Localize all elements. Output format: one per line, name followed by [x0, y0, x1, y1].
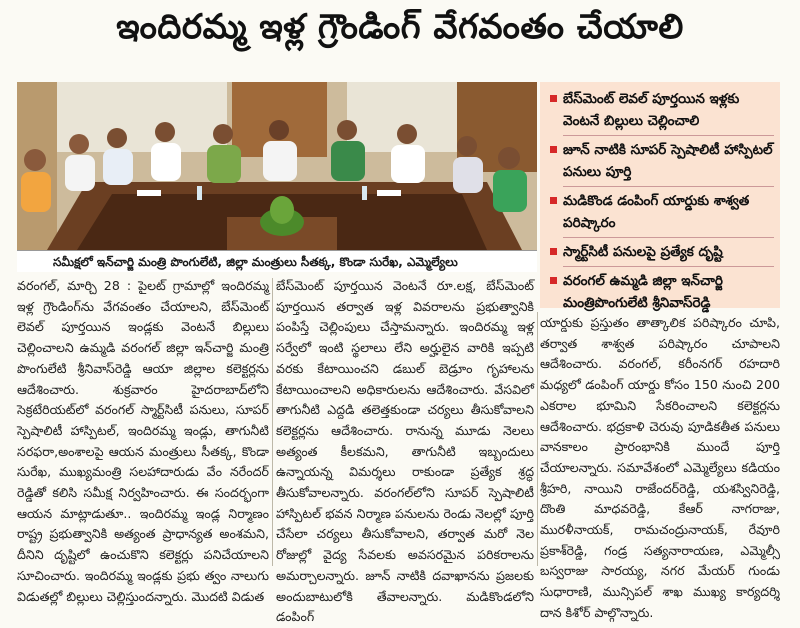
- column-divider: [537, 312, 538, 566]
- article-column-1: వరంగల్, మార్చి 28 : పైలట్ గ్రామాల్లో ఇందిరమ్మ ఇళ్ల గ్రౌండింగ్‌ను వేగవంతం చేయాలని, బేస్‌మెంట్ లెవల్ పూర్తయిన ఇండ్లకు వెంటనే బిల్లులు చెల్లించాలని ఉమ్మడి వరంగల్ జిల్లా ఇన్‌చార్జి మంత్రి పొంగులేటి శ్రీనివాస్‌రెడ్డి ఆయా జిల్లాల కలెక్టర్లను ఆదేశించారు. శుక్రవారం హైదరాబాద్‌లోని సెక్రటేరియట్‌లో వరంగల్ స్మార్ట్‌సిటీ పనులు, సూపర్ స్పెషాలిటీ హాస్పిటల్, ఇందిరమ్మ ఇండ్లు, తాగునీటి సరఫరా,అంశాలపై ఆయన మంత్రులు సీతక్క, కొండా సురేఖ, ముఖ్యమంత్రి సలహాదారుడు వేం నరేందర్ రెడ్డితో కలిసి సమీక్ష నిర్వహించారు. ఈ సందర్భంగా ఆయన మాట్లాడుతూ.. ఇందిరమ్మ ఇండ్ల నిర్మాణం రాష్ట్ర ప్రభుత్వానికి అత్యంత ప్రాధాన్యత అంశమని, దీనిని దృష్టిలో ఉంచుకొని కలెక్టర్లు పనిచేయాలని సూచించారు. ఇందిరమ్మ ఇండ్లకు ప్రభు త్వం నాలుగు విడుతల్లో బిల్లులు చెల్లిస్తుందన్నారు. మొదటి విడుత: [17, 278, 269, 604]
- bullet-square-icon: [550, 95, 557, 102]
- highlight-item: వరంగల్ ఉమ్మడి జిల్లా ఇన్‌చార్జి మంత్రిపొంగులేటి శ్రీనివాస్‌రెడ్డి: [550, 270, 774, 314]
- meeting-photo: [17, 82, 537, 250]
- headline: ఇందిరమ్మ ఇళ్ల గ్రౌండింగ్ వేగవంతం చేయాలి: [116, 7, 684, 47]
- column-divider: [272, 278, 273, 566]
- highlights-box: [540, 82, 780, 311]
- highlight-item: జూన్ నాటికి సూపర్ స్పెషాలిటీ హాస్పిటల్ పనులు పూర్తి: [550, 139, 774, 183]
- bullet-square-icon: [550, 146, 557, 153]
- bullet-square-icon: [550, 197, 557, 204]
- photo-caption: సమీక్షలో ఇన్‌చార్జి మంత్రి పొంగులేటి, జిల్లా మంత్రులు సీతక్క, కొండా సురేఖ, ఎమ్మెల్యేలు: [17, 250, 537, 272]
- article-column-3: యార్డుకు ప్రస్తుతం తాత్కాలిక పరిష్కారం చూపి, తర్వాత శాశ్వత పరిష్కారం చూపాలని ఆదేశించారు. వరంగల్, కరీంనగర్ రహదారి మధ్యలో డంపింగ్ యార్డు కోసం 150 నుంచి 200 ఎకరాల భూమిని సేకరించాలని కలెక్టర్లను ఆదేశించారు. భద్రకాళి చెరువు పూడికతీత పనులు వానకాలం ప్రారంభానికి ముందే పూర్తి చేయాలన్నారు. సమావేశంలో ఎమ్మెల్యేలు కడియం శ్రీహరి, నాయిని రాజేందర్‌రెడ్డి, యశస్వినిరెడ్డి, దొంతి మాధవరెడ్డి, కేఆర్ నాగరాజు, మురళీనాయక్, రామచంద్రునాయక్, రేవూరి ప్రకాశ్‌రెడ్డి, గండ్ర సత్యనారాయణ, ఎమ్మెల్సీ బస్వరాజు సారయ్య, నగర మేయర్ గుండు సుధారాణి, మున్సిపల్ శాఖ ముఖ్య కార్యదర్శి దాన కిశోర్ పాల్గొన్నారు.: [540, 315, 780, 620]
- bullet-square-icon: [550, 248, 557, 255]
- highlight-item: మడికొండ డంపింగ్ యార్డుకు శాశ్వత పరిష్కారం: [550, 190, 774, 234]
- meeting-photo-illustration: [17, 82, 537, 250]
- highlight-item: స్మార్ట్‌సిటీ పనులపై ప్రత్యేక దృష్టి: [550, 241, 774, 263]
- highlight-item: బేస్‌మెంట్ లెవల్ పూర్తయిన ఇళ్లకు వెంటనే బిల్లులు చెల్లించాలి: [550, 88, 774, 132]
- article-column-2: బేస్‌మెంట్ పూర్తయిన వెంటనే రూ.లక్ష, బేస్‌మెంట్ పూర్తయిన తర్వాత ఇళ్ల వివరాలను ప్రభుత్వానికి పంపిస్తే చెల్లింపులు చేస్తామన్నారు. ఇందిరమ్మ ఇళ్ల సర్వేలో ఇంటి స్థలాలు లేని అర్హులైన వారికి ఇప్పటి వరకు కేటాయించని డబుల్ బెడ్రూం గృహాలను కేటాయించాలని అధికారులను ఆదేశించారు. వేసవిలో తాగునీటి ఎద్దడి తలెత్తకుండా చర్యలు తీసుకోవాలని కలెక్టర్లను ఆదేశించారు. రానున్న మూడు నెలలు అత్యంత కీలకమని, తాగునీటి ఇబ్బందులు ఉన్నాయన్న విమర్శలు రాకుండా ప్రత్యేక శ్రద్ధ తీసుకోవాలన్నారు. వరంగల్‌లోని సూపర్ స్పెషాలిటీ హాస్పిటల్ భవన నిర్మాణ పనులను రెండు నెలల్లో పూర్తి చేసేలా చర్యలు తీసుకోవాలని, తర్వాత మరో నెల రోజుల్లో వైద్య సేవలకు అవసరమైన పరికరాలను అమర్చాలన్నారు. జూన్ నాటికి దవాఖానను ప్రజలకు అందుబాటులోకి తేవాలన్నారు. మడికొండలోని డంపింగ్: [276, 278, 534, 625]
- bullet-square-icon: [550, 277, 557, 284]
